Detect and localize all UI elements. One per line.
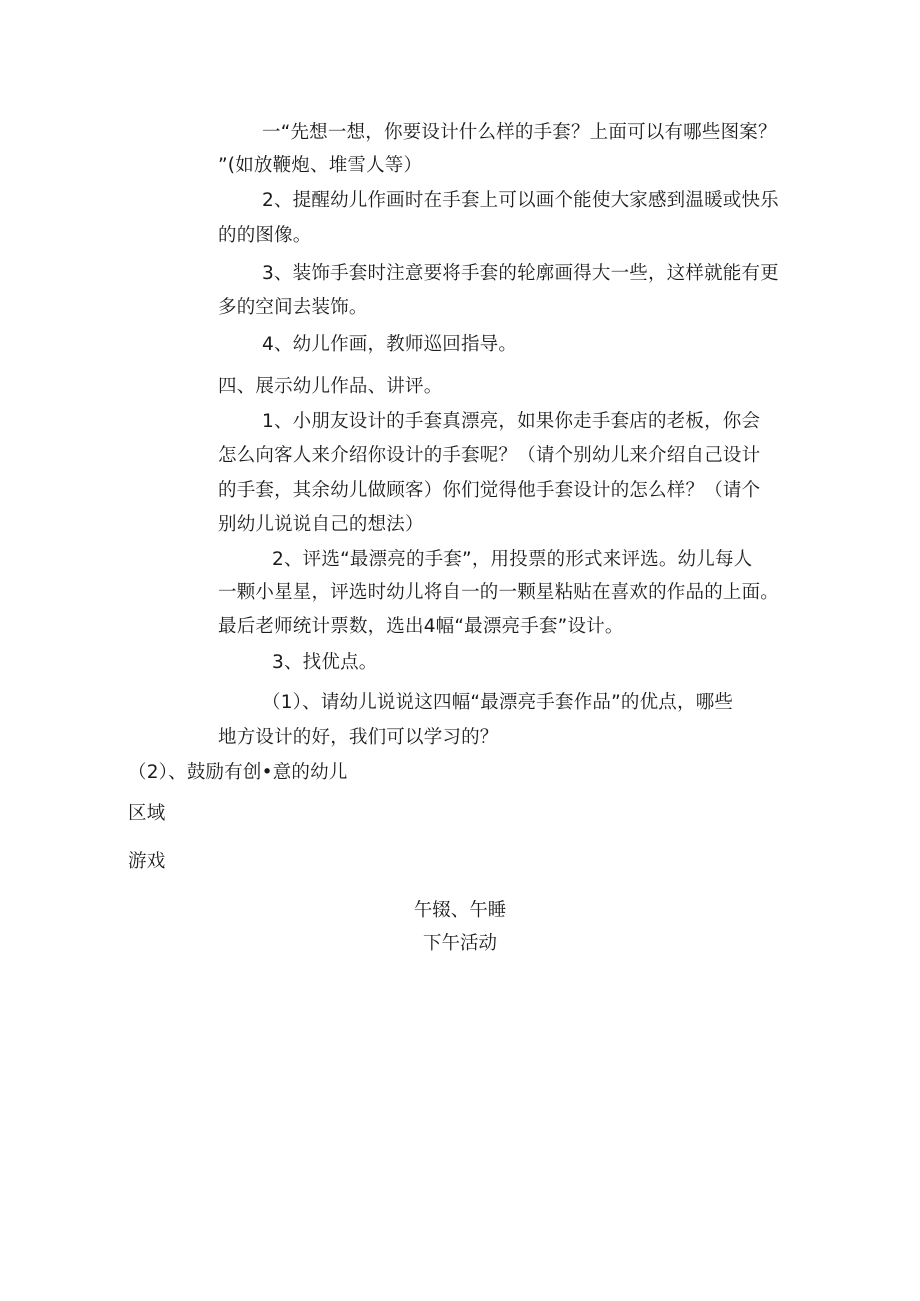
text-line: （2）、鼓励有创•意的幼儿 <box>128 762 348 783</box>
center-heading: 下午活动 <box>422 933 497 954</box>
text-line: 4、幼儿作画，教师巡回指导。 <box>262 334 518 355</box>
text-line: 别幼儿说说自己的想法） <box>218 514 424 535</box>
text-line: 1、小朋友设计的手套真漂亮，如果你走手套店的老板，你会 <box>262 411 761 432</box>
center-heading: 午辍、午睡 <box>413 900 507 921</box>
text-line: 怎么向客人来介绍你设计的手套呢？（请个别幼儿来介绍自己设计 <box>218 445 761 466</box>
text-line: 3、装饰手套时注意要将手套的轮廓画得大一些，这样就能有更 <box>262 263 779 284</box>
text-line: 区域 <box>128 803 166 824</box>
text-line: 地方设计的好，我们可以学习的？ <box>218 727 499 748</box>
text-line: 一“先想一想，你要设计什么样的手套？上面可以有哪些图案？ <box>262 122 777 143</box>
text-line: 2、提醒幼儿作画时在手套上可以画个能使大家感到温暖或快乐 <box>262 190 779 211</box>
text-line: ”(如放鞭炮、堆雪人等） <box>218 155 423 176</box>
text-line: 四、展示幼儿作品、讲评。 <box>218 376 443 397</box>
text-line: （1）、请幼儿说说这四幅“最漂亮手套作品”的优点，哪些 <box>262 692 734 713</box>
text-line: 一颗小星星，评选时幼儿将自一的一颗星粘贴在喜欢的作品的上面。 <box>218 582 780 603</box>
text-line: 最后老师统计票数，选出4幅“最漂亮手套”设计。 <box>218 616 624 637</box>
text-line: 的手套，其余幼儿做顾客）你们觉得他手套设计的怎么样？（请个 <box>218 480 761 501</box>
text-line: 2、评选“最漂亮的手套”，用投票的形式来评选。幼儿每人 <box>272 549 753 570</box>
text-line: 多的空间去装饰。 <box>218 297 368 318</box>
text-line: 的的图像。 <box>218 225 312 246</box>
text-line: 游戏 <box>128 851 166 872</box>
text-line: 3、找优点。 <box>272 652 378 673</box>
